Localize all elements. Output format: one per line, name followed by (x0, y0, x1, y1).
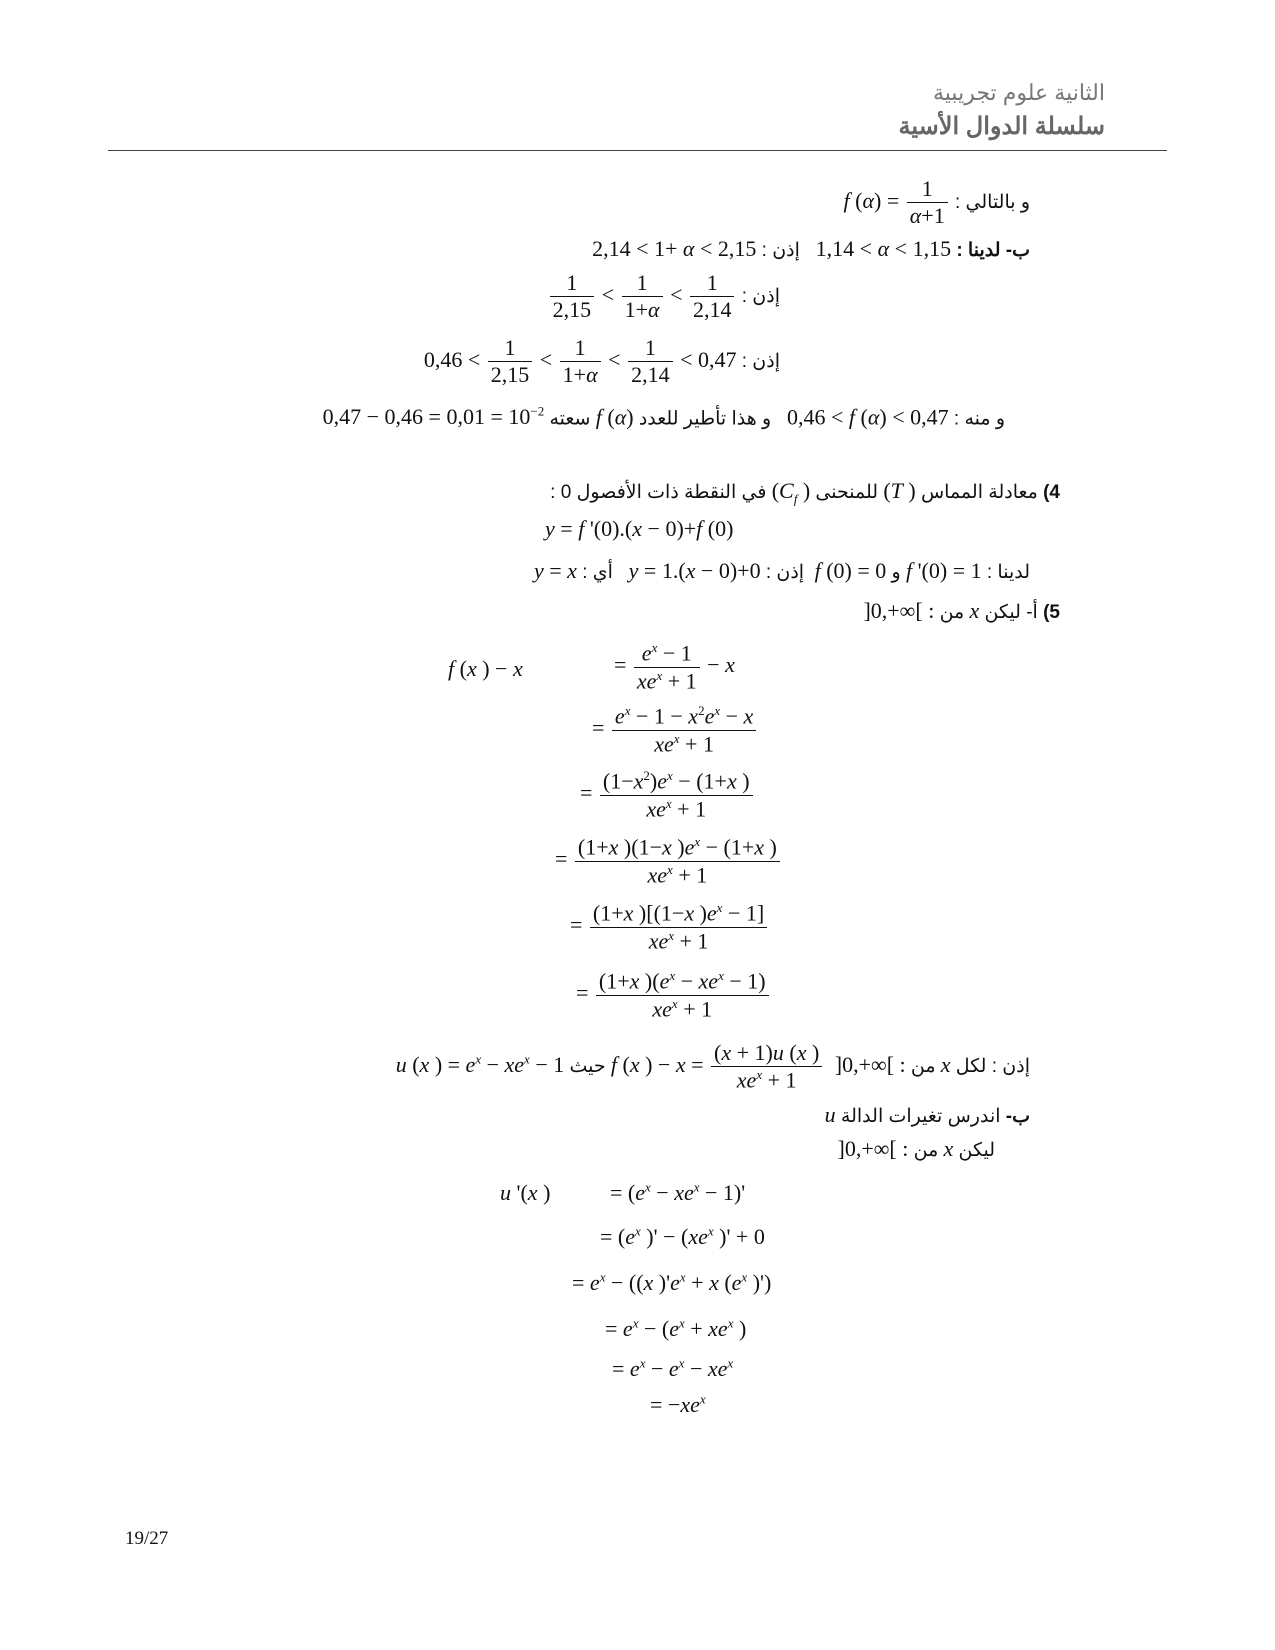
header-title: سلسلة الدوال الأسية (898, 113, 1105, 140)
d-step-3: = $e^x - ((x$ )'$e^x + x$ ($e^x$ )') (572, 1270, 772, 1296)
header-divider (108, 150, 1167, 151)
lhs-f-minus-x: f (x ) − x (448, 656, 523, 681)
step-1: = $\frac{e^x - 1}{xe^x + 1}$ − x (614, 640, 735, 694)
d-step-6: = $-xe^x$ (650, 1392, 706, 1418)
let-x: ليكن x من ]0,+∞[ : (837, 1136, 995, 1161)
question-4: 4) معادلة المماس (T ) للمنحنى ($C_f$ ) في النقطة ذات الأفصول 0 : (550, 478, 1060, 507)
conclusion-u: إذن : لكل x من ]0,+∞[ : f (x ) − x = $\frac{(x + 1)u (x )}{xe^x + 1}$ حيث u (x ) = $e^x - xe^x - 1$ (395, 1040, 1030, 1093)
step-3: = $\frac{(1-x^2)e^x - (1+x )}{xe^x + 1}$ (580, 768, 755, 822)
page-number: 19/27 (125, 1528, 169, 1549)
line-f-alpha: و بالتالي : f (α) = $\frac{1}{\alpha+1}$ (843, 176, 1030, 229)
step-5: = $\frac{(1+x )[(1-x )e^x - 1]}{xe^x + 1}$ (570, 900, 769, 954)
d-step-1: = $(e^x - xe^x - 1)'$ (610, 1180, 746, 1206)
lhs-u-prime: u '(x ) (500, 1180, 551, 1205)
header-subtitle: الثانية علوم تجريبية (933, 80, 1105, 105)
tangent-result: لدينا : f '(0) = 1 و f (0) = 0 إذن : y = 1.(x − 0)+0 أي : y = x (533, 558, 1030, 583)
line-decimal-bounds: إذن : 0,46 < $\frac{1}{2,15}$ < $\frac{1}{1+\alpha}$ < $\frac{1}{2,14}$ < 0,47 (423, 335, 780, 388)
line-framing: و منه : 0,46 < f (α) < 0,47 و هذا تأطير للعدد f (α) سعته $0,47 - 0,46 = 0,01 = 10^{-2}$ (322, 404, 1005, 430)
tangent-formula: y = f '(0).(x − 0)+f (0) (545, 516, 734, 541)
line-bounds-alpha: ب- لدينا : 1,14 < α < 1,15 إذن : 2,14 < 1+ α < 2,15 (592, 236, 1030, 261)
part-b: ب- اندرس تغيرات الدالة u (824, 1102, 1030, 1127)
step-6: = $\frac{(1+x )(e^x - xe^x - 1)}{xe^x + 1}$ (576, 968, 771, 1022)
line-inverse-bounds: إذن : $\frac{1}{2,15}$ < $\frac{1}{1+\alpha}$ < $\frac{1}{2,14}$ (548, 270, 780, 324)
step-4: = $\frac{(1+x )(1-x )e^x - (1+x )}{xe^x + 1}$ (555, 834, 782, 888)
d-step-2: = ($e^x$ )' − ($xe^x$ )' + 0 (600, 1224, 765, 1250)
step-2: = $\frac{e^x - 1 - x^2e^x - x}{xe^x + 1}$ (592, 703, 758, 757)
question-5: 5) أ- ليكن x من ]0,+∞[ : (863, 598, 1060, 623)
d-step-5: = $e^x - e^x - xe^x$ (612, 1356, 734, 1382)
d-step-4: = $e^x - (e^x + xe^x$ ) (605, 1316, 747, 1342)
